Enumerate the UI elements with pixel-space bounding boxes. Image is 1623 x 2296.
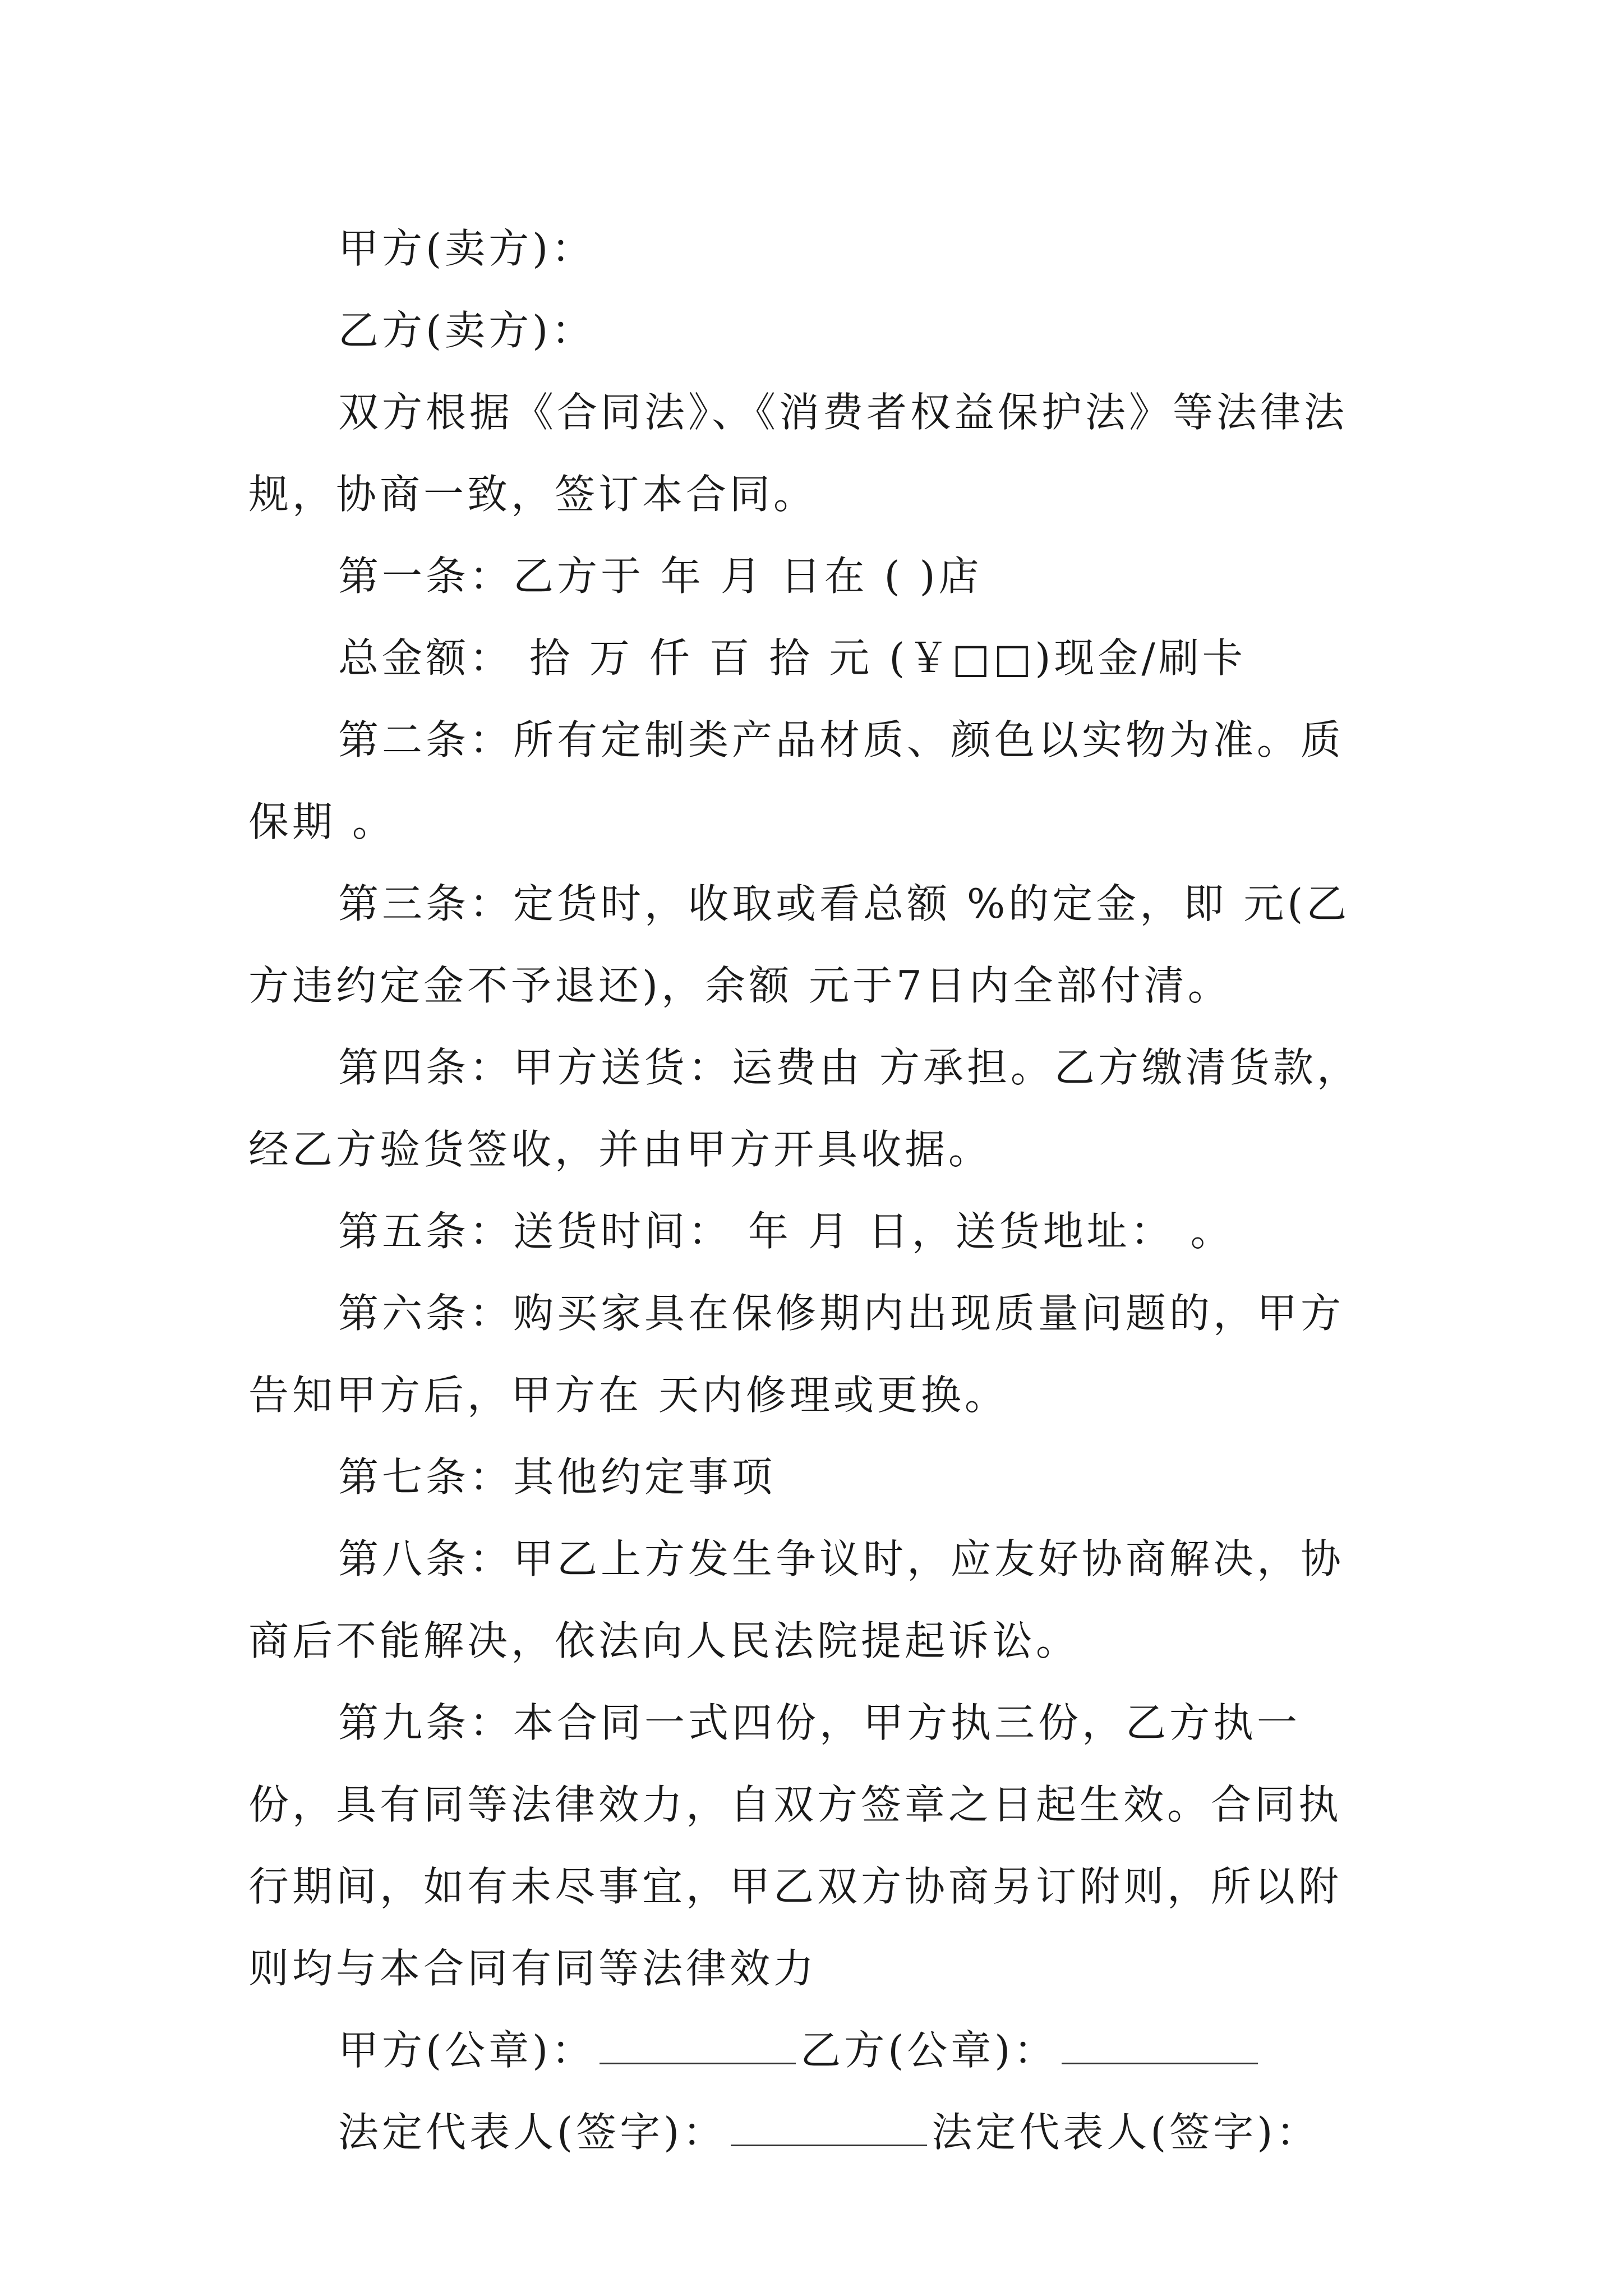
- legal-rep-b-label: 法定代表人(签字)：: [932, 2109, 1320, 2156]
- party-a-seal-blank: [600, 2018, 796, 2064]
- party-a-seal-label: 甲方(公章)：: [338, 2027, 596, 2074]
- party-b-line: 乙方(卖方)：: [338, 307, 596, 354]
- party-a-line: 甲方(卖方)：: [338, 225, 596, 272]
- article-1: 第一条：乙方于 年 月 日在 ( )店: [338, 553, 983, 600]
- preamble: 双方根据《合同法》、《消费者权益保护法》等法律法规，协商一致，签订本合同。: [248, 389, 1348, 518]
- article-8: 第八条：甲乙上方发生争议时，应友好协商解决，协商后不能解决，依法向人民法院提起诉讼。: [248, 1535, 1345, 1664]
- party-b-seal-label: 乙方(公章)：: [800, 2027, 1058, 2074]
- article-3: 第三条：定货时，收取或看总额 %的定金，即 元(乙方违约定金不予退还)，余额 元于7日内全部付清。: [248, 880, 1350, 1009]
- article-6: 第六条：购买家具在保修期内出现质量问题的，甲方告知甲方后，甲方在 天内修理或更换。: [248, 1290, 1345, 1419]
- article-9: 第九条：本合同一式四份，甲方执三份，乙方执一份，具有同等法律效力，自双方签章之日起生效。合同执行期间，如有未尽事宜，甲乙双方协商另订附则，所以附则均与本合同有同等法律效力: [248, 1699, 1343, 1992]
- total-amount: 总金额： 拾 万 仟 百 拾 元 (￥□□)现金/刷卡: [338, 634, 1246, 682]
- article-5: 第五条：送货时间： 年 月 日，送货地址： 。: [338, 1208, 1234, 1255]
- contract-body: [248, 208, 1381, 2173]
- legal-rep-a-blank: [731, 2100, 927, 2146]
- article-7: 第七条：其他约定事项: [338, 1453, 776, 1501]
- article-4: 第四条：甲方送货：运费由 方承担。乙方缴清货款，经乙方验货签收，并由甲方开具收据。: [248, 1044, 1361, 1173]
- party-b-seal-blank: [1062, 2018, 1258, 2064]
- article-2: 第二条：所有定制类产品材质、颜色以实物为准。质保期 。: [248, 716, 1345, 845]
- legal-rep-a-label: 法定代表人(签字)：: [338, 2109, 727, 2156]
- seal-row: [248, 2009, 1381, 2091]
- legal-rep-row: [248, 2091, 1381, 2173]
